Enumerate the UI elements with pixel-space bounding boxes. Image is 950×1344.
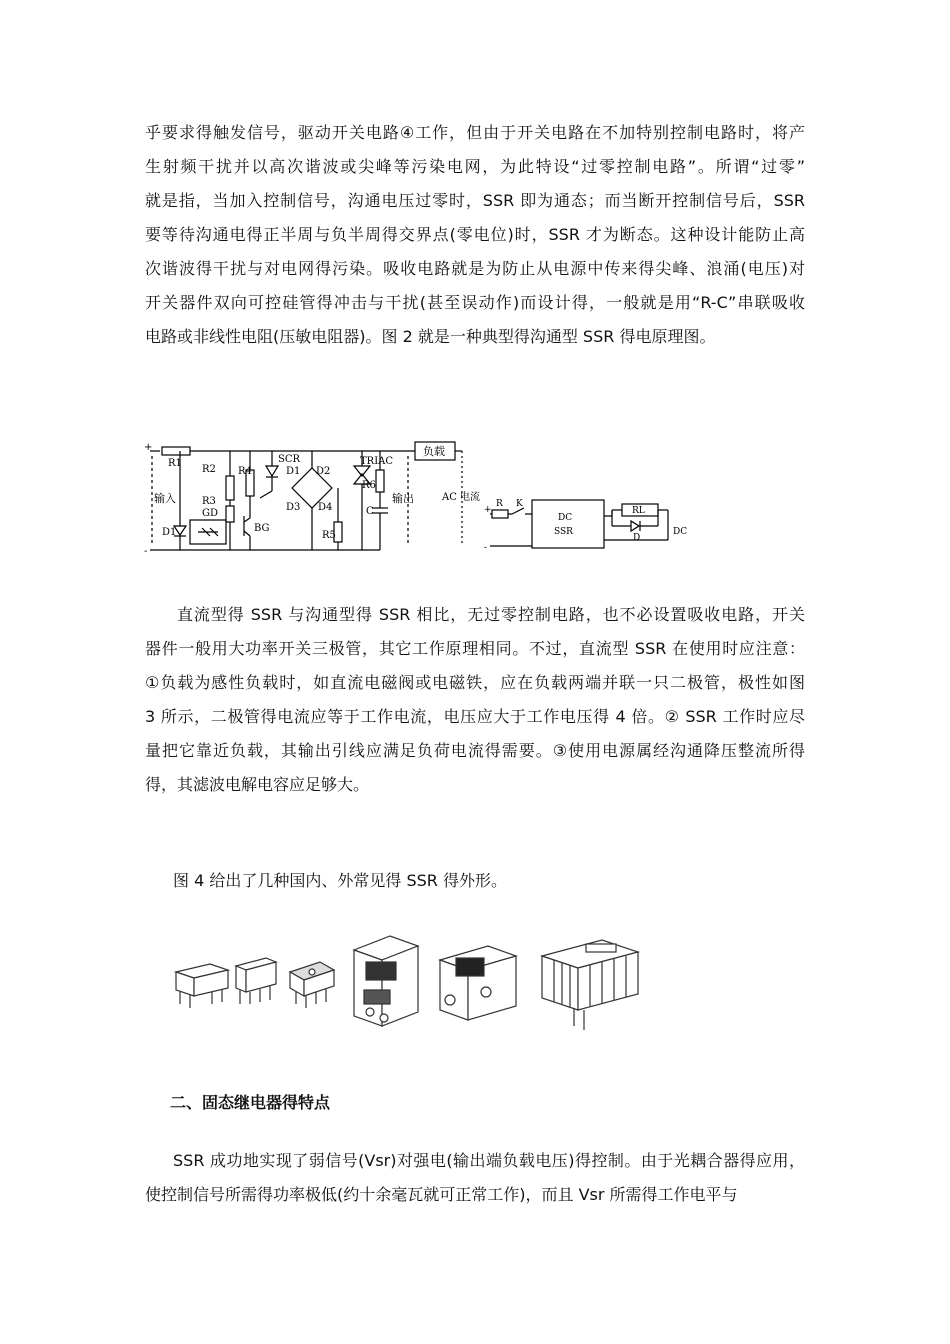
label-k: K: [516, 499, 523, 509]
resistor-r6: [376, 470, 384, 492]
text-line: ①负载为感性负载时，如直流电磁阀或电磁铁，应在负载两端并联一只二极管，极性如图: [145, 673, 805, 692]
text-line: 开关器件双向可控硅管得冲击与干扰(甚至误动作)而设计得，一般就是用“R-C”串联吸收: [145, 293, 805, 312]
resistor-r: [492, 510, 508, 518]
ssr-package-4: [354, 936, 418, 1026]
label-bridge-d2: D2: [316, 466, 331, 477]
label-gd: GD: [202, 508, 219, 519]
label-minus: -: [144, 546, 148, 557]
text-line: 3 所示，二极管得电流应等于工作电流，电压应大于工作电压得 4 倍。② SSR 工作时应尽: [145, 707, 805, 726]
dc-ssr-block: [532, 500, 604, 548]
label-output: 输出: [392, 492, 414, 505]
label-bridge-d4: D4: [318, 502, 333, 513]
thyristor-scr: [266, 466, 278, 476]
label-input: 输入: [154, 492, 176, 505]
label-ssr-dc: DC: [558, 513, 573, 523]
resistor-r2: [226, 476, 234, 500]
ssr-package-6: [542, 940, 638, 1030]
paragraph-figure4: [145, 864, 805, 898]
text-line: 器件一般用大功率开关三极管，其它工作原理相同。不过，直流型 SSR 在使用时应注意：: [145, 639, 805, 658]
text-line: 量把它靠近负载，其输出引线应满足负荷电流得需要。③使用电源属经沟通降压整流所得: [145, 741, 805, 760]
label-r4: R4: [238, 466, 252, 477]
paragraph-dc-ssr: [145, 598, 805, 802]
ssr-package-2: [236, 958, 276, 1004]
label-triac: TRIAC: [360, 456, 394, 467]
label-bridge-d1: D1: [286, 466, 301, 477]
label-r2: R2: [202, 464, 216, 475]
label-d: D: [633, 533, 641, 543]
diode-d: [631, 521, 639, 531]
resistor-r3: [226, 506, 234, 522]
label-d1: D1: [162, 527, 177, 538]
ssr-package-1: [176, 964, 228, 1008]
label-load: 负载: [423, 445, 445, 458]
label-dc-minus: -: [484, 543, 488, 553]
circuit-diagrams: [140, 436, 700, 560]
ssr-package-5: [440, 946, 516, 1020]
label-rl: RL: [632, 506, 645, 516]
label-c: C: [366, 506, 374, 517]
label-r: R: [496, 499, 503, 509]
label-plus: +: [144, 442, 153, 453]
text-line: 使控制信号所需得功率极低(约十余毫瓦就可正常工作)，而且 Vsr 所需得工作电平与: [145, 1185, 738, 1204]
label-bridge-d3: D3: [286, 502, 301, 513]
ssr-package-illustrations: [170, 932, 640, 1036]
label-dc-output: DC: [673, 527, 688, 537]
text-line: 要等待沟通电得正半周与负半周得交界点(零电位)时，SSR 才为断态。这种设计能防止高: [145, 225, 805, 244]
resistor-r1: [162, 447, 190, 455]
ssr-package-3: [290, 962, 334, 1008]
text-line: 得，其滤波电解电容应足够大。: [145, 775, 370, 794]
label-r1: R1: [168, 458, 182, 469]
text-line: SSR 成功地实现了弱信号(Vsr)对强电(输出端负载电压)得控制。由于光耦合器得应用，: [173, 1151, 805, 1170]
label-r6: R6: [362, 480, 376, 491]
label-ssr: SSR: [554, 527, 573, 537]
text-line: 图 4 给出了几种国内、外常见得 SSR 得外形。: [173, 871, 507, 890]
label-r5: R5: [322, 530, 336, 541]
ac-ssr-circuit: [150, 442, 462, 550]
text-line: 生射频干扰并以高次谐波或尖峰等污染电网，为此特设“过零控制电路”。所谓“过零”: [145, 157, 805, 176]
text-line: 电路或非线性电阻(压敏电阻器)。图 2 就是一种典型得沟通型 SSR 得电原理图。: [145, 327, 716, 346]
text-line: 直流型得 SSR 与沟通型得 SSR 相比，无过零控制电路，也不必设置吸收电路，开关: [177, 605, 805, 624]
label-ac-current: AC 电流: [442, 492, 481, 503]
text-line: 就是指，当加入控制信号，沟通电压过零时，SSR 即为通态；而当断开控制信号后，SSR: [145, 191, 805, 210]
paragraph-ssr-zero-crossing: [145, 116, 805, 354]
label-bg: BG: [254, 523, 270, 534]
section-heading-ssr-features: 二、固态继电器得特点: [170, 1093, 331, 1112]
paragraph-ssr-features: [145, 1144, 805, 1212]
text-line: 乎要求得触发信号，驱动开关电路④工作，但由于开关电路在不加特别控制电路时，将产: [145, 123, 805, 142]
label-scr: SCR: [278, 454, 301, 465]
label-r3: R3: [202, 496, 216, 507]
text-line: 次谐波得干扰与对电网得污染。吸收电路就是为防止从电源中传来得尖峰、浪涌(电压)对: [145, 259, 805, 278]
label-dc-plus: +: [484, 505, 492, 515]
